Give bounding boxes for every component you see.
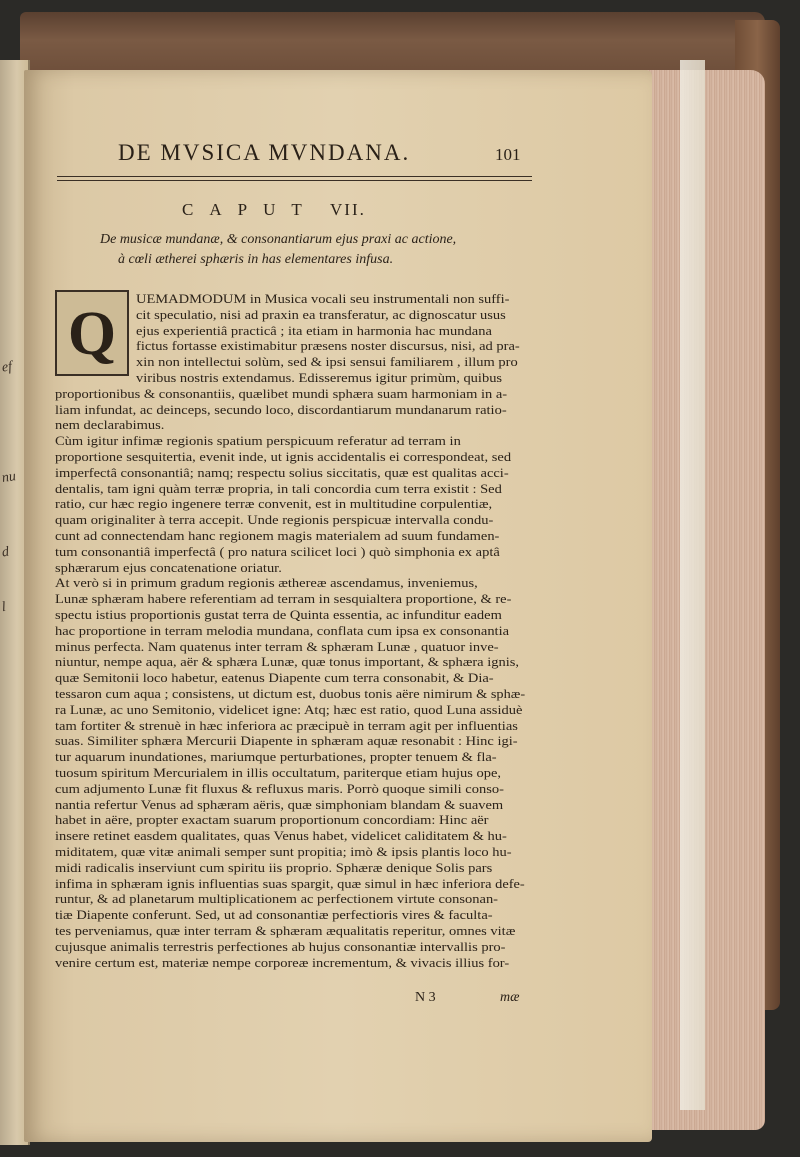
text-line: tam fortiter & strenuè in hæc inferiora ac præcipuè in terram agit per influentias [55, 718, 518, 733]
text-line: tessaron cum aqua ; consistens, ut dictum est, duobus tonis aëre nimirum & sphæ- [55, 687, 526, 701]
running-head: DE MVSICA MVNDANA. [118, 140, 411, 165]
text-line: nem declarabimus. [55, 418, 165, 433]
text-line: tum consonantiâ imperfectâ ( pro natura scilicet loci ) quò simphonia ex aptâ [55, 544, 500, 559]
text-line: xin non intellectui solùm, sed & ipsi sensui familiarem , illum pro [136, 355, 518, 370]
text-line: quæ Semitonii loco habetur, eatenus Diapente cum terra consonabit, & Dia- [55, 671, 494, 686]
text-line: quam originaliter à terra accepit. Unde regionis perspicuæ intervalla condu- [55, 513, 494, 528]
text-line: midi radicalis inserviunt cum spiritu iis proprio. Sphæræ denique Solis pars [55, 860, 493, 875]
text-line: tiæ Diapente conferunt. Sed, ut ad consonantiæ perfectioris vires & faculta- [55, 908, 493, 923]
text-line: imperfectâ consonantiâ; namq; respectu solius siccitatis, quæ est qualitas acci- [55, 465, 509, 480]
initial-letter: Q [67, 300, 117, 368]
left-page-fragment: nu [0, 469, 17, 486]
text-line: Lunæ sphæram habere referentiam ad terram in sesquialtera proportione, & re- [55, 592, 512, 607]
chapter-label: CAPUT [182, 200, 318, 219]
text-line: insere retinet easdem qualitates, quas Venus habet, videlicet caliditatem & hu- [55, 829, 507, 844]
decorated-initial [55, 290, 129, 376]
text-line: runtur, & ad planetarum multiplicationem ac perfectionem virtute consonan- [55, 892, 499, 907]
text-line: ratio, cur hæc regio ingenere terræ convenit, est in multitudine corpulentiæ, [55, 497, 493, 512]
left-page-fragment: d [0, 544, 10, 561]
left-page-fragment: ef [0, 359, 14, 376]
text-line: tes perveniamus, quæ inter terram & sphæram æqualitatis reperitur, omnes vitæ [55, 924, 516, 938]
text-line: minus perfecta. Nam quatenus inter terram & sphæram Lunæ , quatuor inve- [55, 639, 499, 654]
text-line: spectu istius proportionis gustat terra de Quinta essentia, ac infunditur eadem [55, 608, 502, 622]
text-line: nantia refertur Venus ad sphæram aëris, quæ simphoniam blandam & suavem [55, 797, 504, 812]
catchword: mæ [500, 990, 520, 1005]
text-line: cunt ad connectendam hanc regionem magis materialem ad suum fundamen- [55, 529, 500, 543]
text-line: cujusque animalis terrestris perfectiones ab hujus consonantiæ intervallis pro- [55, 939, 506, 954]
header-rule [57, 180, 532, 181]
text-line: Cùm igitur infimæ regionis spatium perspicuum referatur ad terram in [55, 434, 461, 449]
text-line: sphærarum ejus concatenatione oriatur. [55, 560, 282, 575]
text-line: tuosum spiritum Mercurialem in illis occultatum, pariterque etiam hujus ope, [55, 766, 502, 780]
page-edge-band [680, 60, 705, 1110]
text-line: tur aquarum inundationes, mariumque perturbationes, propter tenuem & fla- [55, 750, 497, 765]
page-number: 101 [495, 145, 521, 164]
text-line: fictus fortasse existimabitur præsens noster discursus, nisi, ad pra- [136, 339, 520, 354]
text-line: hac proportione in terram melodia mundana, conflata cum ipsa ex consonantia [55, 623, 510, 638]
text-line: At verò si in primum gradum regionis æthereæ ascendamus, inveniemus, [55, 576, 478, 591]
text-line: proportionibus & consonantiis, quælibet mundi sphæra suam harmoniam in a- [55, 386, 508, 401]
text-line: liam infundat, ac deinceps, secundo loco, discordantiarum mundanarum ratio- [55, 402, 507, 417]
text-line: viribus nostris extendamus. Edisseremus igitur primùm, quibus [136, 371, 503, 385]
chapter-number: VII. [330, 200, 366, 219]
text-line: niuntur, nempe aqua, aër & sphæra Lunæ, quæ tonus important, & sphæra ignis, [55, 655, 520, 670]
text-line: proportione sesquitertia, evenit inde, ut ignis accidentalis ei correspondeat, sed [55, 450, 512, 464]
text-line: UEMADMODUM in Musica vocali seu instrumentali non suffi- [136, 292, 510, 306]
text-line: miditatem, quæ vitæ animali semper sunt propitia; imò & ipsis plantis loco hu- [55, 845, 512, 859]
text-line: infima in sphæram ignis influentias suas spargit, quæ simul in hæc inferiora defe- [55, 876, 525, 891]
text-line: venire certum est, materiæ nempe corporeæ incrementum, & vivacis illius for- [55, 955, 510, 970]
header-rule [57, 176, 532, 177]
text-line: ejus experientiâ practicâ ; ita etiam in harmonia hac mundana [136, 323, 492, 338]
text-line: ra Lunæ, ac uno Semitonio, videlicet igne: Atq; hæc est ratio, quod Luna assiduè [55, 702, 523, 717]
text-line: habet in aëre, propter exactam suarum proportionum concordiam: Hinc aër [55, 813, 489, 828]
signature-mark: N 3 [415, 990, 436, 1005]
left-page-fragment: l [0, 599, 7, 616]
chapter-subtitle: à cœli ætherei sphæris in has elementares infusa. [118, 252, 394, 267]
text-line: cit speculatio, nisi ad praxin ea transferatur, ac dignoscatur usus [136, 307, 506, 322]
text-line: cum adjumento Lunæ fit fluxus & refluxus maris. Porrò quoque simili conso- [55, 781, 504, 796]
text-line: suas. Similiter sphæra Mercurii Diapente in sphæram aquæ resonabit : Hinc igi- [55, 734, 518, 749]
chapter-subtitle: De musicæ mundanæ, & consonantiarum ejus praxi ac actione, [100, 232, 457, 247]
text-line: dentalis, tam igni quàm terræ propria, in tali concordia cum terra existit : Sed [55, 481, 502, 496]
